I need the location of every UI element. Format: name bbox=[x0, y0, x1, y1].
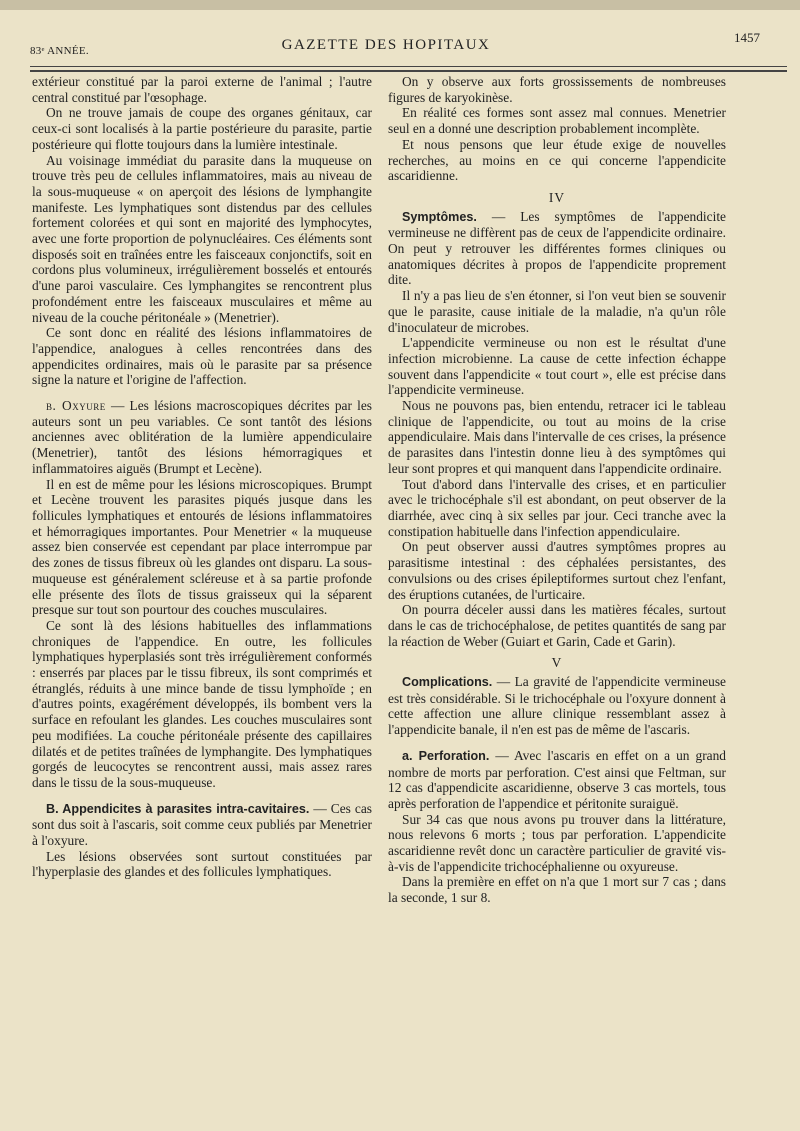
left-column bbox=[32, 74, 372, 880]
section-number-iv: IV bbox=[548, 189, 566, 205]
paragraph: Dans la première en effet on n'a que 1 mort sur 7 cas ; dans la seconde, 1 sur 8. bbox=[388, 874, 726, 906]
subsection-label: b. Oxyure bbox=[46, 398, 106, 414]
paragraph-text: — Les symptômes de l'appendicite vermineuse ne diffèrent pas de ceux de l'appendicite ordinaire. On peut y retrouver les différentes formes cliniques ou anatomiques décrites à propos de l'appendicite proprement dite. bbox=[388, 208, 726, 288]
paragraph: Ce sont donc en réalité des lésions inflammatoires de l'appendice, analogues à celles rencontrées dans des appendicites ordinaires, mais où le parasite par sa présence signe la nature et l'origine de l'affection. bbox=[32, 325, 372, 388]
paragraph: Et nous pensons que leur étude exige de nouvelles recherches, au moins en ce qui concerne l'appendicite ascaridienne. bbox=[388, 136, 726, 184]
paragraph: On peut observer aussi d'autres symptômes propres au parasitisme intestinal : des céphalées persistantes, des convulsions ou des crises épileptiformes surtout chez l'enfant, des éruptions cutanées, de l'urticaire. bbox=[388, 539, 726, 602]
section-number-v: V bbox=[551, 655, 563, 671]
paragraph: Tout d'abord dans l'intervalle des crises, et en particulier avec le trichocéphale s'il est abondant, on peut observer de la diarrhée, avec cinq à six selles par jour. Ceci tranche avec la constipation habituelle dans l'infection appendiculaire. bbox=[388, 476, 726, 539]
page-header bbox=[30, 24, 760, 64]
subsection-heading: a. Perforation. bbox=[402, 748, 490, 763]
paragraph: extérieur constitué par la paroi externe de l'animal ; l'autre central constitué par l'œsophage. bbox=[32, 74, 372, 105]
right-column bbox=[388, 74, 726, 906]
subsection-heading: B. Appendicites à parasites intra-cavitaires. bbox=[46, 801, 310, 816]
edition-label: 83ᵉ ANNÉE. bbox=[30, 45, 89, 57]
paragraph-text: — Avec l'ascaris en effet on a un grand nombre de morts par perforation. C'est ainsi que Feltman, sur 12 cas d'appendicite ascaridienne, observe 3 cas mortels, tous après perforation de l'appendice et péritonite suraiguë. bbox=[388, 747, 726, 811]
paragraph: L'appendicite vermineuse ou non est le résultat d'une infection microbienne. La cause de cette infection échappe souvent dans l'appendicite « tout court », elle est précise dans l'appendicite vermineuse. bbox=[388, 335, 726, 398]
paragraph-complications bbox=[388, 674, 726, 738]
paragraph: On y observe aux forts grossissements de nombreuses figures de karyokinèse. bbox=[388, 74, 726, 105]
paragraph: Les lésions observées sont surtout constituées par l'hyperplasie des glandes et des follicules lymphatiques. bbox=[32, 848, 372, 880]
paragraph-text: — Ces cas sont dus soit à l'ascaris, soit comme ceux publiés par Menetrier à l'oxyure. bbox=[32, 800, 373, 849]
paragraph-text: — Les lésions macroscopiques décrites par les auteurs sont un peu variables. Ce sont tantôt des lésions anciennes avec oblitération de la lumière appendiculaire (Menetrier), tantôt des lésions hémorragiques et inflammatoires aiguës (Brumpt et Lecène). bbox=[32, 398, 372, 476]
paragraph: Il en est de même pour les lésions microscopiques. Brumpt et Lecène trouvent les parasites piqués jusque dans les follicules lymphatiques et entourés de lésions inflammatoires et hémorragiques importantes. Pour Menetrier « la muqueuse assez bien conservée est cependant par place interrompue par des zones de tissus fibreux où les glandes ont disparu. La sous-muqueuse est généralement scléreuse et à sa partie profonde elle présente des îlots de tissus graisseux qui la séparent presque sur tout son pourtour des couches musculaires. bbox=[32, 476, 372, 618]
paragraph: Sur 34 cas que nous avons pu trouver dans la littérature, nous relevons 6 morts ; tous par perforation. L'appendicite ascaridienne revêt donc un caractère particulier de gravité vis-à-vis de l'appendicite trichocéphalienne ou oxyureuse. bbox=[388, 811, 726, 874]
section-heading: Complications. bbox=[402, 675, 493, 690]
section-heading: Symptômes. bbox=[402, 209, 477, 224]
paragraph: En réalité ces formes sont assez mal connues. Menetrier seul en a donné une description probablement incomplète. bbox=[388, 105, 726, 137]
header-rule bbox=[30, 66, 787, 67]
journal-title: GAZETTE DES HOPITAUX bbox=[281, 37, 491, 53]
paragraph-intra-cavitaires bbox=[32, 801, 372, 849]
paragraph-symptomes bbox=[388, 209, 726, 289]
page-top-edge bbox=[0, 0, 800, 10]
paragraph: Il n'y a pas lieu de s'en étonner, si l'on veut bien se souvenir que le parasite, cause initiale de la maladie, n'a qu'un rôle d'inoculateur de microbes. bbox=[388, 288, 726, 335]
paragraph-oxyure bbox=[32, 398, 372, 477]
paragraph-perforation bbox=[388, 748, 726, 812]
paragraph: Ce sont là des lésions habituelles des inflammations chroniques de l'appendice. En outre, les follicules lymphatiques hyperplasiés sont très irrégulièrement conformés : enserrés par places par le tissu fibreux, ils sont comprimés et étranglés, réduits à une mince bande de tissu lymphoïde ; en d'autres points, exagérément développés, ils bombent vers la surface en refoulant les glandes. Les couches musculaires sont peu modifiées. La couche péritonéale présente des capillaires dilatés et de petites traînées de lymphangite. Des lymphatiques gorgés de leucocytes se rencontrent aussi, mais assez rares dans le tissu de la sous-muqueuse. bbox=[32, 617, 372, 790]
header-double-rule bbox=[30, 70, 787, 72]
paragraph: Nous ne pouvons pas, bien entendu, retracer ici le tableau clinique de l'appendicite, ou tout au moins de la crise appendiculaire. Mais dans l'intervalle de ces crises, la présence de parasites dans l'intestin donne lieu à des symptômes qui leur sont propres et qui manquent dans l'appendicite ordinaire. bbox=[388, 398, 726, 476]
page-number: 1457 bbox=[734, 30, 760, 45]
paragraph-text: — La gravité de l'appendicite vermineuse est très considérable. Si le trichocéphale ou l'oxyure donnent à cette affection une allure clinique ressemblant assez à l'appendicite banale, il n'en est pas de même de l'ascaris. bbox=[388, 674, 726, 738]
paragraph: On ne trouve jamais de coupe des organes génitaux, car ceux-ci sont localisés à la partie postérieure du parasite, partie postérieure qui flotte toujours dans la lumière intestinale. bbox=[32, 105, 372, 152]
paragraph: Au voisinage immédiat du parasite dans la muqueuse on trouve très peu de cellules inflammatoires, mais au niveau de la sous-muqueuse « on aperçoit des lésions de lymphangite manifeste. Les lymphatiques sont distendus par des cellules fortement colorées et qui sont en majorité des lymphocytes, avec une forte proportion de polynucléaires. Ces éléments sont disposés soit en traînées entre les faisceaux conjonctifs, soit en cordons plus volumineux, irrégulièrement bosselés et entourés d'une paroi vasculaire. Ces lymphangites se rencontrent plus profondément entre les faisceaux musculaires et même au niveau de la couche péritonéale » (Menetrier). bbox=[32, 152, 372, 325]
paragraph: On pourra déceler aussi dans les matières fécales, surtout dans le cas de trichocéphalose, de petites quantités de sang par la réaction de Weber (Guiart et Garin, Cade et Garin). bbox=[388, 602, 726, 649]
